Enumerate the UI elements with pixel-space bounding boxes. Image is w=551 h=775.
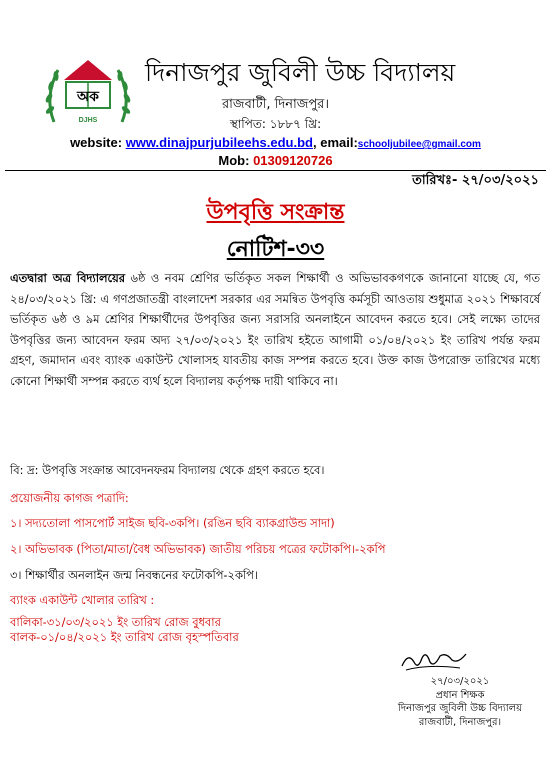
notice-number-text: নোটিশ-৩৩ xyxy=(226,237,325,262)
notice-date: তারিখঃ- ২৭/০৩/২০২১ xyxy=(412,173,539,188)
signature-date: ২৭/০৩/২০২১ xyxy=(430,676,490,687)
requirement-item: ৩। শিক্ষার্থীর অনলাইন জন্ম নিবন্ধনের ফটোকপি-২কপি। xyxy=(10,568,258,582)
header-divider xyxy=(5,170,546,171)
email-link[interactable]: schooljubilee@gmail.com xyxy=(357,139,481,150)
school-established: স্থাপিত: ১৮৮৭ খ্রি: xyxy=(229,117,322,131)
bank-date-item: বালক-০১/০৪/২০২১ ইং তারিখ রোজ বৃহস্পতিবার xyxy=(10,630,239,644)
requirement-item: ২। অভিভাবক (পিতা/মাতা/বৈধ অভিভাবক) জাতীয় পরিচয় পত্রের ফটোকপি।-২কপি xyxy=(10,542,386,556)
logo-caption: DJHS xyxy=(78,117,98,124)
contact-row xyxy=(0,134,551,153)
requirement-item: ১। সদ্যতোলা পাসপোর্ট সাইজ ছবি-৩কপি। (রঙিন ছবি ব্যাকগ্রাউন্ড সাদা) xyxy=(10,516,335,530)
signature-address: রাজবাটী, দিনাজপুর। xyxy=(418,716,502,728)
body-text: ৬ষ্ঠ ও নবম শ্রেণির ভর্তিকৃত সকল শিক্ষার্থী ও অভিভাবকগণকে জানানো যাচ্ছে যে, গত ২৪/০৩/২০২১ খ্রি: এ গণপ্রজাতন্ত্রী বাংলাদেশ সরকার এর সমন্বিত উপবৃত্তি কর্মসূচী আওতায় শুধুমাত্র ২০২১ শিক্ষাবর্ষে ভর্তিকৃত ৬ষ্ঠ ও ৯ম শ্রেণির শিক্ষার্থীদের উপবৃত্তির জন্য সরাসরি অনলাইনে আবেদন করতে হবে। সেই লক্ষ্যে তাদের উপবৃত্তির জন্য আবেদন ফরম অদ্য ২৭/০৩/২০২১ ইং তারিখ হইতে আগামী ০১/০৪/২০২১ ইং তারিখ পর্যন্ত ফরম গ্রহণ, জমাদান এবং ব্যাংক একাউন্ট খোলাসহ যাবতীয় কাজ সম্পন্ন করতে হবে। উক্ত কাজ উপরোক্ত তারিখের মধ্যে কোনো শিক্ষার্থী সম্পন্ন করতে ব্যর্থ হলে বিদ্যালয় কর্তৃপক্ষ দায়ী থাকিবে না। xyxy=(10,271,540,388)
bank-title: ব্যাংক একাউন্ট খোলার তারিখ : xyxy=(10,593,155,607)
notice-body xyxy=(10,268,540,392)
mobile-number: 01309120726 xyxy=(253,153,333,168)
school-address: রাজবাটী, দিনাজপুর। xyxy=(222,97,329,112)
subject-text: উপবৃত্তি সংক্রান্ত xyxy=(206,200,345,225)
bank-date-item: বালিকা-৩১/০৩/২০২১ ইং তারিখ রোজ বুধবার xyxy=(10,615,221,629)
signature-designation: প্রধান শিক্ষক xyxy=(435,689,485,701)
signature-school: দিনাজপুর জুবিলী উচ্চ বিদ্যালয় xyxy=(397,703,523,714)
mobile-label: Mob: xyxy=(218,153,254,168)
requirements-title: প্রয়োজনীয় কাগজ পত্রাদি: xyxy=(10,491,129,505)
website-label: website: xyxy=(70,135,126,150)
signature-block xyxy=(375,675,545,729)
logo-letters: অক xyxy=(77,89,99,105)
headmaster-signature xyxy=(398,648,470,674)
notice-subject xyxy=(0,198,551,228)
website-link[interactable]: www.dinajpurjubileehs.edu.bd xyxy=(125,135,313,150)
notice-number xyxy=(0,236,551,264)
email-label: , email: xyxy=(313,135,358,150)
school-name: দিনাজপুর জুবিলী উচ্চ বিদ্যালয় xyxy=(145,58,456,87)
mobile-row xyxy=(0,152,551,169)
body-lead: এতদ্বারা অত্র বিদ্যালয়ের xyxy=(10,271,126,285)
note-line: বি: দ্র: উপবৃত্তি সংক্রান্ত আবেদনফরম বিদ্যালয় থেকে গ্রহণ করতে হবে। xyxy=(10,463,325,477)
